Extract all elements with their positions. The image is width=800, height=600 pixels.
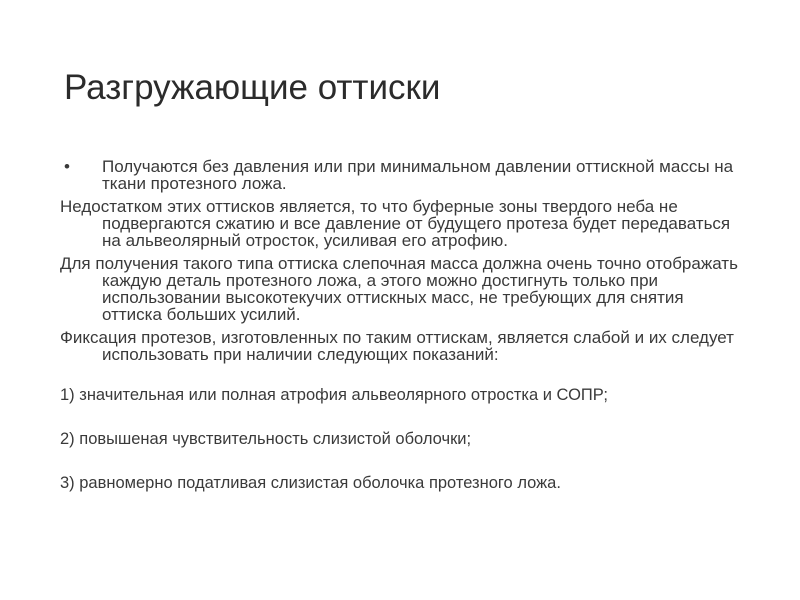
bullet-text: Получаются без давления или при минимальном давлении оттискной массы на ткани протезного ложа. — [102, 157, 734, 193]
paragraph-material-requirements: Для получения такого типа оттиска слепочная масса должна очень точно отображать каждую деталь протезного ложа, а этого можно достигнуть только при использовании высокотекучих оттискных масс, не требующих для снятия оттиска больших усилий. — [60, 254, 738, 324]
paragraph-disadvantage: Недостатком этих оттисков является, то что буферные зоны твердого неба не подвергаются сжатию и все давление от будущего протеза будет передаваться на альвеолярный отросток, усиливая его атрофию. — [60, 197, 731, 250]
indication-item-1: 1) значительная или полная атрофия альвеолярного отростка и СОПР; — [60, 386, 609, 404]
bullet-item — [60, 158, 740, 192]
indication-item-2: 2) повышеная чувствительность слизистой оболочки; — [60, 430, 472, 448]
slide-title: Разгружающие оттиски — [64, 68, 441, 107]
bullet-icon: • — [64, 157, 70, 176]
paragraph-fixation: Фиксация протезов, изготовленных по таким оттискам, является слабой и их следует использовать при наличии следующих показаний: — [60, 328, 734, 364]
indication-item-3: 3) равномерно податливая слизистая оболочка протезного ложа. — [60, 474, 561, 492]
slide-content — [60, 158, 740, 493]
